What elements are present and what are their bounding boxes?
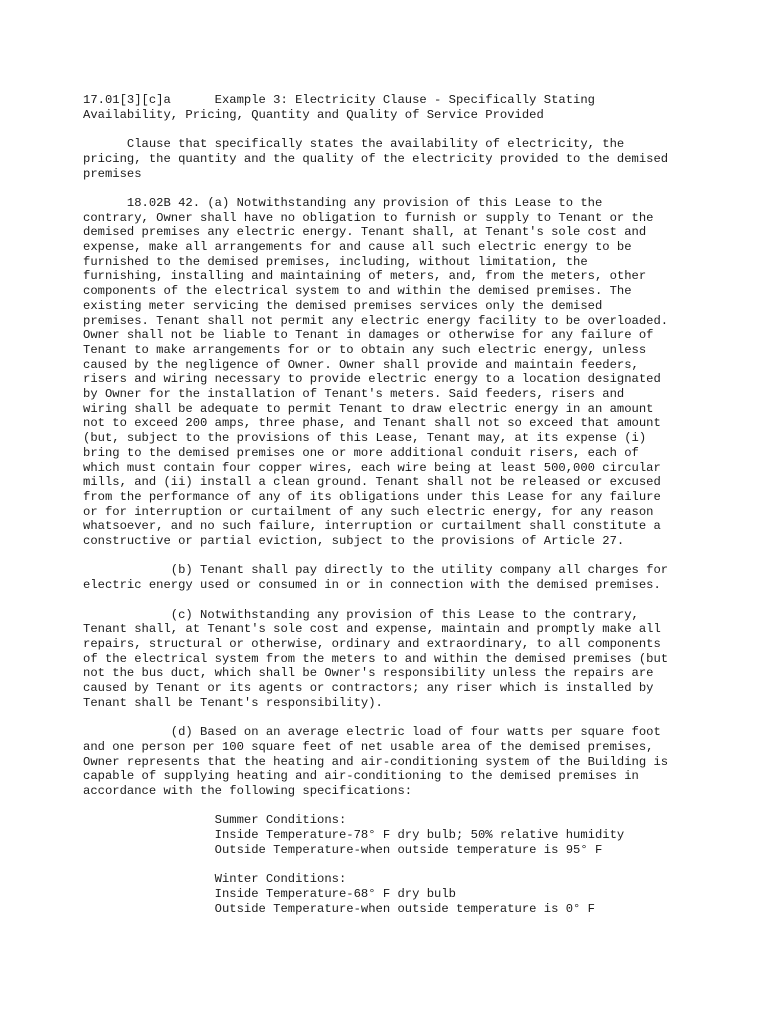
paragraph-a — [83, 196, 693, 549]
winter-conditions — [83, 872, 693, 916]
paragraph-a-line: wiring shall be adequate to permit Tenant to draw electric energy in an amount — [83, 401, 654, 416]
intro-line: Clause that specifically states the availability of electricity, the — [83, 137, 625, 152]
summer-conditions — [83, 813, 693, 857]
section-heading — [83, 93, 693, 122]
paragraph-a-line: Owner shall not be liable to Tenant in damages or otherwise for any failure of — [83, 328, 654, 343]
paragraph-gap — [83, 181, 693, 196]
paragraph-a-line: contrary, Owner shall have no obligation to furnish or supply to Tenant or the — [83, 210, 654, 225]
paragraph-a-line: which must contain four copper wires, each wire being at least 500,000 circular — [83, 460, 661, 475]
paragraph-a-line: mills, and (ii) install a clean ground. Tenant shall not be released or excused — [83, 475, 661, 490]
intro-paragraph — [83, 137, 693, 181]
paragraph-a-line: furnished to the demised premises, including, without limitation, the — [83, 254, 588, 269]
paragraph-a-line: from the performance of any of its obligations under this Lease for any failure — [83, 489, 661, 504]
paragraph-c-line: Tenant shall, at Tenant's sole cost and expense, maintain and promptly make all — [83, 622, 661, 637]
paragraph-c-line: of the electrical system from the meters to and within the demised premises (but — [83, 651, 669, 666]
paragraph-b — [83, 563, 693, 592]
paragraph-c — [83, 608, 693, 711]
paragraph-d-line: accordance with the following specifications: — [83, 783, 413, 798]
paragraph-d-line: Owner represents that the heating and air-conditioning system of the Building is — [83, 754, 669, 769]
paragraph-a-line: furnishing, installing and maintaining of meters, and, from the meters, other — [83, 269, 647, 284]
heading-line: Availability, Pricing, Quantity and Quality of Service Provided — [83, 107, 544, 122]
paragraph-a-line: risers and wiring necessary to provide electric energy to a location designated — [83, 372, 661, 387]
paragraph-a-line: components of the electrical system to and within the demised premises. The — [83, 284, 632, 299]
paragraph-gap — [83, 710, 693, 725]
paragraph-a-line: caused by the negligence of Owner. Owner shall provide and maintain feeders, — [83, 357, 639, 372]
paragraph-c-line: Tenant shall be Tenant's responsibility). — [83, 695, 383, 710]
summer-line: Inside Temperature-78° F dry bulb; 50% relative humidity — [83, 828, 625, 843]
paragraph-gap — [83, 593, 693, 608]
paragraph-a-line: expense, make all arrangements for and cause all such electric energy to be — [83, 240, 632, 254]
document-page — [83, 93, 693, 916]
paragraph-gap — [83, 549, 693, 564]
paragraph-a-line: bring to the demised premises one or more additional conduit risers, each of — [83, 445, 639, 460]
paragraph-gap — [83, 799, 693, 814]
winter-line: Outside Temperature-when outside temperature is 0° F — [83, 901, 595, 916]
paragraph-d — [83, 725, 693, 799]
paragraph-c-line: caused by Tenant or its agents or contractors; any riser which is installed by — [83, 681, 654, 696]
paragraph-a-line: Tenant to make arrangements for or to obtain any such electric energy, unless — [83, 342, 647, 357]
paragraph-c-line: (c) Notwithstanding any provision of this Lease to the contrary, — [83, 607, 639, 622]
paragraph-a-line: constructive or partial eviction, subject to the provisions of Article 27. — [83, 534, 625, 549]
winter-line: Inside Temperature-68° F dry bulb — [83, 886, 456, 901]
summer-line: Outside Temperature-when outside temperature is 95° F — [83, 842, 603, 857]
paragraph-c-line: not the bus duct, which shall be Owner's responsibility unless the repairs are — [83, 666, 654, 681]
paragraph-a-line: not to exceed 200 amps, three phase, and Tenant shall not so exceed that amount — [83, 416, 661, 431]
paragraph-a-line: (but, subject to the provisions of this Lease, Tenant may, at its expense (i) — [83, 431, 647, 446]
paragraph-a-line: demised premises any electric energy. Tenant shall, at Tenant's sole cost and — [83, 225, 647, 240]
paragraph-a-line: by Owner for the installation of Tenant's meters. Said feeders, risers and — [83, 387, 625, 402]
paragraph-gap — [83, 857, 693, 872]
paragraph-gap — [83, 122, 693, 137]
paragraph-a-line: 18.02B 42. (a) Notwithstanding any provision of this Lease to the — [83, 195, 603, 210]
paragraph-a-line: whatsoever, and no such failure, interruption or curtailment shall constitute a — [83, 519, 661, 534]
paragraph-c-line: repairs, structural or otherwise, ordinary and extraordinary, to all components — [83, 636, 661, 651]
summer-line: Summer Conditions: — [83, 813, 347, 828]
paragraph-a-line: existing meter servicing the demised premises services only the demised — [83, 298, 603, 313]
paragraph-d-line: capable of supplying heating and air-conditioning to the demised premises in — [83, 769, 639, 784]
paragraph-b-line: (b) Tenant shall pay directly to the utility company all charges for — [83, 563, 669, 578]
intro-line: pricing, the quantity and the quality of the electricity provided to the demised — [83, 151, 669, 166]
heading-line: 17.01[3][c]a Example 3: Electricity Clause - Specifically Stating — [83, 93, 595, 107]
intro-line: premises — [83, 166, 142, 181]
paragraph-d-line: and one person per 100 square feet of net usable area of the demised premises, — [83, 739, 654, 754]
winter-line: Winter Conditions: — [83, 872, 347, 887]
paragraph-a-line: premises. Tenant shall not permit any electric energy facility to be overloaded. — [83, 313, 669, 328]
paragraph-b-line: electric energy used or consumed in or in connection with the demised premises. — [83, 578, 661, 593]
paragraph-a-line: or for interruption or curtailment of any such electric energy, for any reason — [83, 504, 654, 519]
paragraph-d-line: (d) Based on an average electric load of four watts per square foot — [83, 725, 661, 740]
